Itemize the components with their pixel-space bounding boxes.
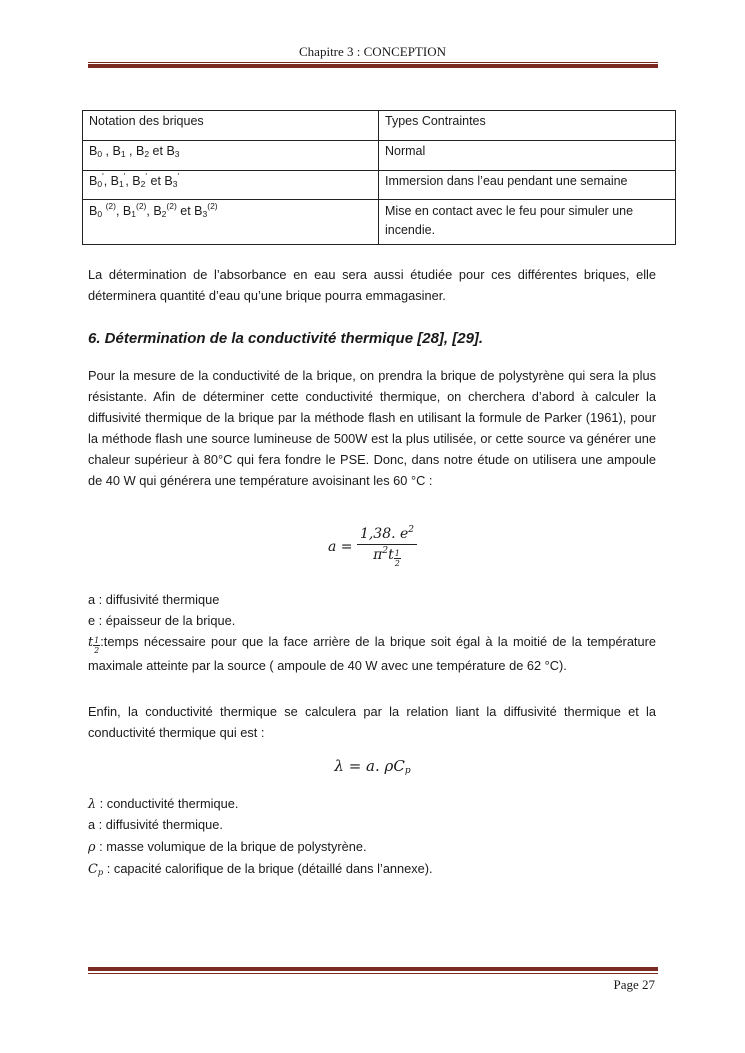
- table-header-row: [83, 111, 676, 141]
- table-header-notation: Notation des briques: [83, 111, 379, 141]
- table-cell-type: Mise en contact avec le feu pour simuler une incendie.: [379, 200, 676, 245]
- definition-a: a : diffusivité thermique: [88, 592, 220, 607]
- definition-e: e : épaisseur de la brique.: [88, 613, 236, 628]
- definition-a-2: a : diffusivité thermique.: [88, 817, 223, 832]
- table-cell-notation: [83, 141, 379, 171]
- header-divider-thin: [88, 62, 658, 63]
- table-cell-type: Normal: [379, 141, 676, 171]
- page-number: Page 27: [613, 977, 655, 992]
- definition-rho: [88, 836, 656, 858]
- footer-divider-thick: [88, 967, 658, 971]
- header-divider-thick: [88, 64, 658, 68]
- table-row: [83, 171, 676, 200]
- table-row: [83, 141, 676, 171]
- notation-text: $B_0$ $^{(2)}$, $B_1^{(2)}$, $B_2^{(2)}$ et $B_3^{(2)}$: [89, 201, 218, 219]
- definition-cp: [88, 858, 656, 880]
- conductivity-formula: [0, 757, 745, 775]
- footer-divider-thin: [88, 973, 658, 974]
- diffusivity-formula: [0, 526, 745, 568]
- table-row: [83, 200, 676, 245]
- conductivity-paragraph: Pour la mesure de la conductivité de la brique, on prendra la brique de polystyrène qui sera la plus résistante. Afin de déterminer cette conductivité thermique, on cherchera d’abord à calculer la diffusivité thermique de la brique par la méthode flash en utilisant la formule de Parker (1961), pour la méthode flash une source lumineuse de 500W est la plus utilisée, or cette source va générer une chaleur supérieur à 80°C qui fera fondre le PSE. Donc, dans notre étude on utilisera une ampoule de 40 W qui générera une température avoisinant les 60 °C :: [88, 368, 656, 488]
- definition-lambda: [88, 793, 656, 815]
- definition-t-text: :temps nécessaire pour que la face arrière de la brique soit égal à la moitié de la température maximale atteinte par la source ( ampoule de 40 W avec une température de 62 °C).: [88, 634, 656, 673]
- table-cell-type: Immersion dans l’eau pendant une semaine: [379, 171, 676, 200]
- t-half-symbol: t $\frac{1}{2}$: [88, 635, 100, 655]
- conclusion-text: Enfin, la conductivité thermique se calculera par la relation liant la diffusivité thermique et la conductivité thermique qui est :: [88, 704, 656, 740]
- definition-t: [88, 631, 656, 676]
- formula-fraction: [357, 526, 417, 568]
- formula-conductivity-text: λ = a. $\rho C_p$: [334, 757, 411, 776]
- notation-text: $B_0'$, $B_1'$, $B_2'$ et $B_3'$: [89, 171, 180, 189]
- formula-denominator: $\pi^2t$ $\frac{1}{2}$: [373, 546, 400, 568]
- definition-cp-text: : capacité calorifique de la brique (détaillé dans l’annexe).: [103, 861, 433, 876]
- lambda-symbol: λ: [88, 797, 97, 812]
- page-header-title: Chapitre 3 : CONCEPTION: [299, 44, 446, 59]
- definition-lambda-text: : conductivité thermique.: [96, 796, 239, 811]
- table-cell-notation: [83, 200, 379, 245]
- absorbance-paragraph: La détermination de l’absorbance en eau sera aussi étudiée pour ces différentes briques, elle déterminera quantité d’eau qu’une brique pourra emmagasiner.: [88, 267, 656, 303]
- notation-text: $B_0$ , $B_1$ , $B_2$ et $B_3$: [89, 144, 180, 159]
- formula-numerator: 1,38. $e^2$: [357, 526, 417, 545]
- definition-rho-text: : masse volumique de la brique de polystyrène.: [95, 839, 367, 854]
- table-header-types: Types Contraintes: [379, 111, 676, 141]
- rho-symbol: ρ: [88, 840, 96, 855]
- bricks-constraints-table: [82, 110, 676, 245]
- cp-symbol: $C_p$: [88, 862, 104, 878]
- formula-lhs: a =: [327, 539, 353, 555]
- section-heading: 6. Détermination de la conductivité thermique [28], [29].: [88, 330, 484, 347]
- table-cell-notation: [83, 171, 379, 200]
